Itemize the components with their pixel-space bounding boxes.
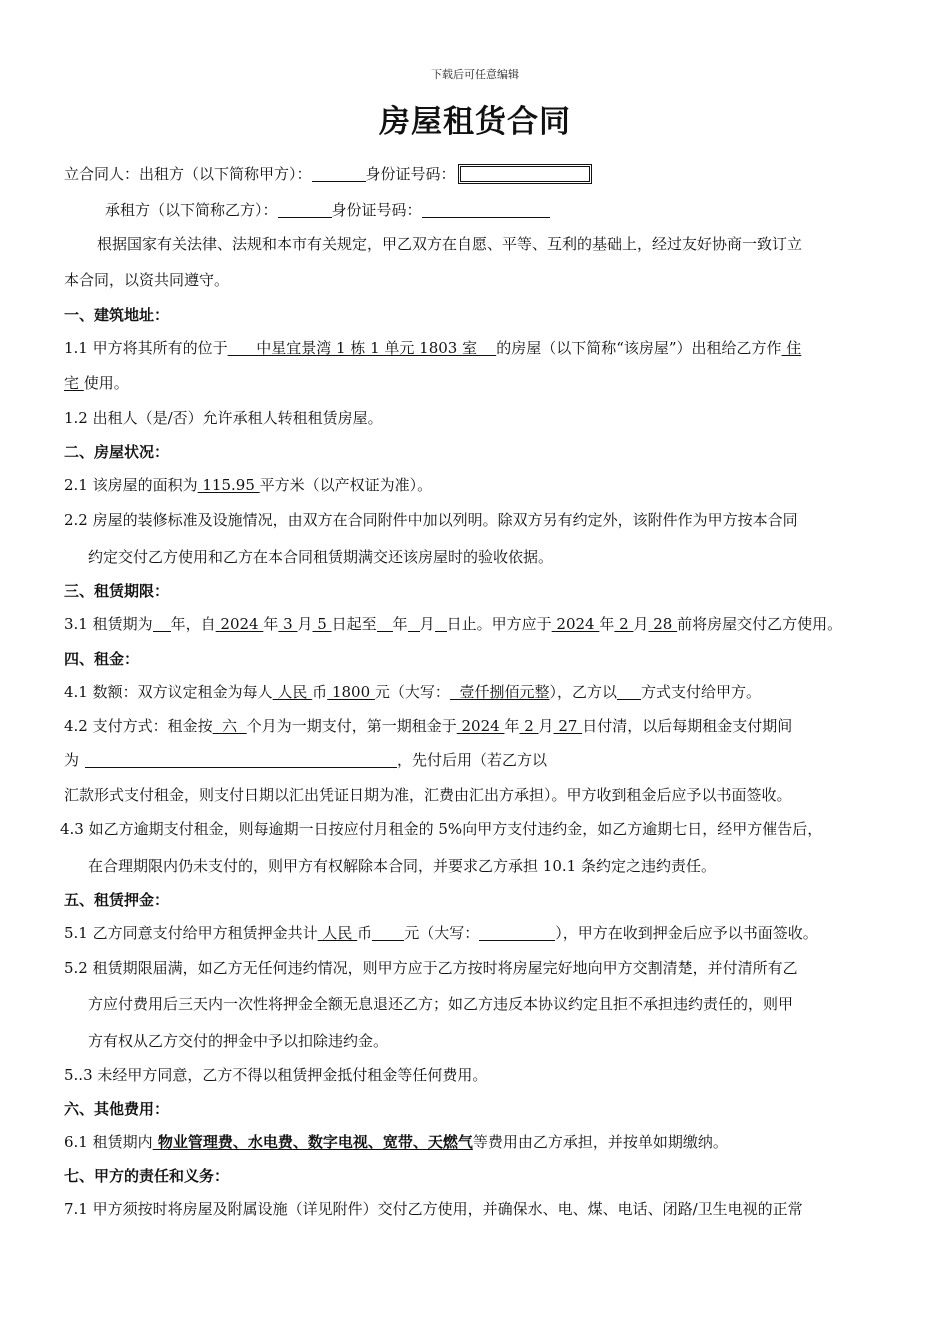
clause-7-1: 7.1 甲方须按时将房屋及附属设施（详见附件）交付乙方使用，并确保水、电、煤、电话、闭路/卫生电视的正常 (64, 1200, 803, 1218)
delivery-day: 28 (648, 615, 678, 633)
clause-5-1: 5.1 乙方同意支付给甲方租赁押金共计 人民 币 元（大写： ），甲方在收到押金后应予以书面签收。 (64, 924, 818, 942)
payment-interval-blank (85, 753, 397, 768)
delivery-year: 2024 (551, 615, 600, 633)
usage-value-part1: 住 (781, 339, 802, 357)
clause-2-1: 2.1 该房屋的面积为 115.95 平方米（以产权证为准）。 (64, 476, 433, 494)
first-pay-day: 27 (553, 717, 583, 735)
clause-2-2-line-1: 2.2 房屋的装修标准及设施情况，由双方在合同附件中加以列明。除双方另有约定外，该附件作为甲方按本合同 (64, 511, 798, 529)
start-day: 5 (312, 615, 332, 633)
deposit-amount-blank (372, 926, 404, 941)
address-value: 中星宜景湾 1 栋 1 单元 1803 室 (227, 339, 497, 357)
lessor-id-box (460, 166, 590, 182)
section-4-heading: 四、租金： (64, 650, 140, 668)
section-2-heading: 二、房屋状况： (64, 443, 170, 461)
lessee-line: 承租方（以下简称乙方）： 身份证号码： (105, 199, 550, 220)
document-title: 房屋租货合同 (379, 104, 571, 140)
section-6-heading: 六、其他费用： (64, 1100, 170, 1118)
clause-4-3-line-1: 4.3 如乙方逾期支付租金，则每逾期一日按应付月租金的 5%向甲方支付违约金，如乙方逾期七日，经甲方催告后， (60, 820, 823, 838)
first-pay-month: 2 (519, 717, 539, 735)
usage-value-part2: 宅 (64, 374, 84, 392)
section-5-heading: 五、租赁押金： (64, 891, 170, 909)
lessee-id-blank (422, 203, 550, 218)
delivery-month: 2 (614, 615, 634, 633)
section-1-heading: 一、建筑地址： (64, 306, 170, 324)
lessor-name-blank (312, 167, 366, 182)
clause-5-3: 5..3 未经甲方同意，乙方不得以租赁押金抵付租金等任何费用。 (64, 1066, 488, 1084)
first-pay-year: 2024 (456, 717, 505, 735)
area-value: 115.95 (197, 476, 260, 494)
start-month: 3 (278, 615, 298, 633)
clause-4-2-line-3: 汇款形式支付租金，则支付日期以汇出凭证日期为准，汇费由汇出方承担）。甲方收到租金后应予以书面签收。 (64, 786, 792, 804)
clause-4-1: 4.1 数额：双方议定租金为每人 人民 币 1800 元（大写： 壹仟捌佰元整），乙方以 方式支付给甲方。 (64, 683, 761, 701)
clause-4-2: 4.2 支付方式：租金按 六 个月为一期支付，第一期租金于 2024 年 2 月 27 日付清，以后每期租金支付期间 (64, 717, 793, 735)
other-fees-list: 物业管理费、水电费、数字电视、宽带、天燃气 (152, 1133, 473, 1151)
clause-5-2-line-3: 方有权从乙方交付的押金中予以扣除违约金。 (88, 1032, 389, 1050)
start-year: 2024 (215, 615, 264, 633)
lessee-name-blank (278, 203, 332, 218)
intro-line-2: 本合同，以资共同遵守。 (64, 271, 230, 289)
rent-currency: 人民 (272, 683, 313, 701)
clause-3-1: 3.1 租赁期为 年，自 2024 年 3 月 5 日起至 年 月 日止。甲方应于 2024 年 2 月 28 前将房屋交付乙方使用。 (64, 615, 843, 633)
clause-2-2-line-2: 约定交付乙方使用和乙方在本合同租赁期满交还该房屋时的验收依据。 (88, 548, 554, 566)
clause-4-3-line-2: 在合理期限内仍未支付的，则甲方有权解除本合同，并要求乙方承担 10.1 条约定之违约责任。 (88, 857, 716, 875)
section-7-heading: 七、甲方的责任和义务： (64, 1167, 230, 1185)
section-3-heading: 三、租赁期限： (64, 582, 170, 600)
header-note: 下载后可任意编辑 (431, 68, 519, 81)
payment-period: 六 (212, 717, 247, 735)
intro-line-1: 根据国家有关法律、法规和本市有关规定，甲乙双方在自愿、平等、互利的基础上，经过友好协商一致订立 (97, 235, 803, 253)
rent-amount-capital: 壹仟捌佰元整 (449, 683, 550, 701)
clause-1-1: 1.1 甲方将其所有的位于 中星宜景湾 1 栋 1 单元 1803 室 的房屋（以下简称“该房屋”）出租给乙方作 住 (64, 339, 802, 357)
clause-5-2-line-2: 方应付费用后三天内一次性将押金全额无息退还乙方；如乙方违反本协议约定且拒不承担违约责任的，则甲 (88, 995, 794, 1013)
rent-amount: 1800 (327, 683, 375, 701)
deposit-capital-blank (479, 926, 555, 941)
deposit-currency: 人民 (317, 924, 358, 942)
clause-5-2-line-1: 5.2 租赁期限届满，如乙方无任何违约情况，则甲方应于乙方按时将房屋完好地向甲方交割清楚，并付清所有乙 (64, 959, 798, 977)
clause-4-2-line-2: 为 ，先付后用（若乙方以 (64, 751, 548, 769)
clause-1-2: 1.2 出租人（是/否）允许承租人转租租赁房屋。 (64, 409, 383, 427)
clause-6-1: 6.1 租赁期内 物业管理费、水电费、数字电视、宽带、天燃气等费用由乙方承担，并按单如期缴纳。 (64, 1133, 728, 1151)
lessor-line: 立合同人：出租方（以下简称甲方）： 身份证号码： (64, 163, 590, 184)
clause-1-1-cont: 宅 使用。 (64, 374, 129, 392)
